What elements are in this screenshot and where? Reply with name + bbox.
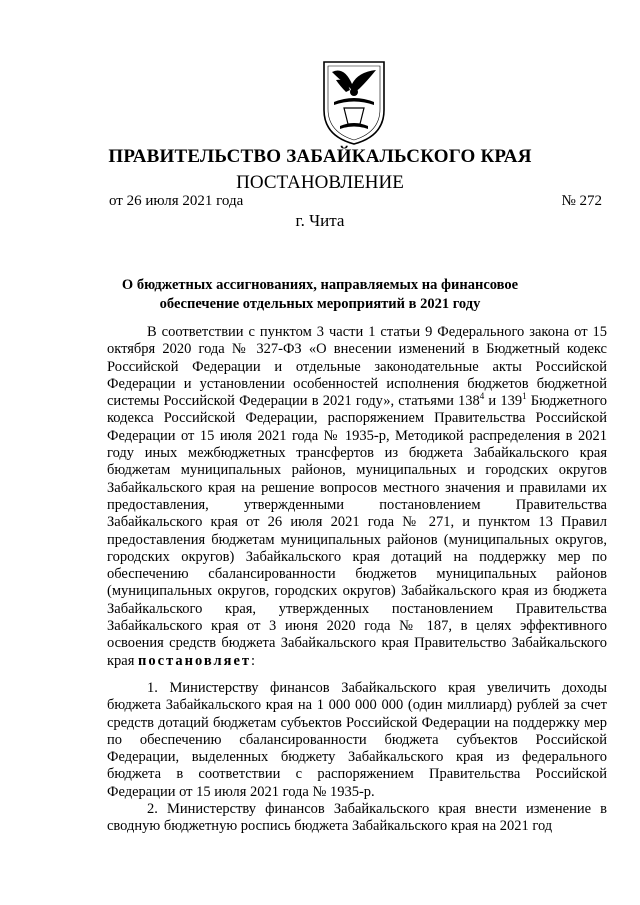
article-superscript-2: 1 (522, 391, 527, 402)
preamble-text-2: и 139 (484, 393, 523, 410)
decree-colon: : (251, 652, 256, 669)
item-paragraph-1: 1. Министерству финансов Забайкальского края увеличить доходы бюджета Забайкальского края на 1 000 000 000 (один миллиард) рублей за счет средств дотаций бюджетам субъектов Российской Федерации на поддержку мер по обеспечению сбалансированности бюджета субъектов Российской Федерации, выделенных бюджету Забайкальского края из федерального бюджета в соответствии с распоряжением Правительства Российской Федерации от 15 июля 2021 года № 1935-р. (107, 679, 607, 800)
preamble-text-3: Бюджетного кодекса Российской Федерации, распоряжением Правительства Российской Федерации от 15 июля 2021 года № 1935-р, Методикой распределения в 2021 году иных межбюджетных трансфертов из бюджета Забайкальского края бюджетам муниципальных районов, муниципальных и городских округов Забайкальского края на решение вопросов местного значения и правилами их предоставления, утвержденными постановлением Правительства Забайкальского края от 26 июля 2021 года № 271, и пунктом 13 Правил предоставления бюджетам муниципальных районов (муниципальных округов, городских округов) Забайкальского края дотаций на поддержку мер по обеспечению сбалансированности бюджетов муниципальных районов (муниципальных округов, городских округов) Забайкальского края из бюджета Забайкальского края, утвержденных постановлением Правительства Забайкальского края от 3 июня 2020 года № 187, в целях эффективного освоения средств бюджета Забайкальского края Правительство Забайкальского края (107, 393, 608, 669)
item-paragraph-2: 2. Министерству финансов Забайкальского края внести изменение в сводную бюджетную роспись бюджета Забайкальского края на 2021 год (107, 801, 607, 835)
article-superscript-1: 4 (479, 391, 485, 402)
document-date: от 26 июля 2021 года (109, 193, 244, 209)
coat-of-arms-icon (318, 58, 390, 146)
document-type: ПОСТАНОВЛЕНИЕ (236, 172, 404, 193)
document-body (107, 324, 607, 836)
document-number: № 272 (561, 193, 602, 209)
document-city: г. Чита (295, 211, 345, 230)
preamble-text-1: В соответствии с пунктом 3 части 1 статьи 9 Федерального закона от 15 октября 2020 года № 327-ФЗ «О внесении изменений в Бюджетный кодекс Российской Федерации и отдельные законодательные акты Российской Федерации и установлении особенностей исполнения бюджетов бюджетной системы Российской Федерации в 2021 году», статьями 138 (107, 324, 607, 410)
preamble-paragraph (107, 324, 607, 670)
document-title: О бюджетных ассигнованиях, направляемых на финансовое обеспечение отдельных мероприятий в 2021 году (121, 277, 519, 312)
organization-title: ПРАВИТЕЛЬСТВО ЗАБАЙКАЛЬСКОГО КРАЯ (108, 146, 532, 167)
decree-word: постановляет (138, 652, 252, 669)
